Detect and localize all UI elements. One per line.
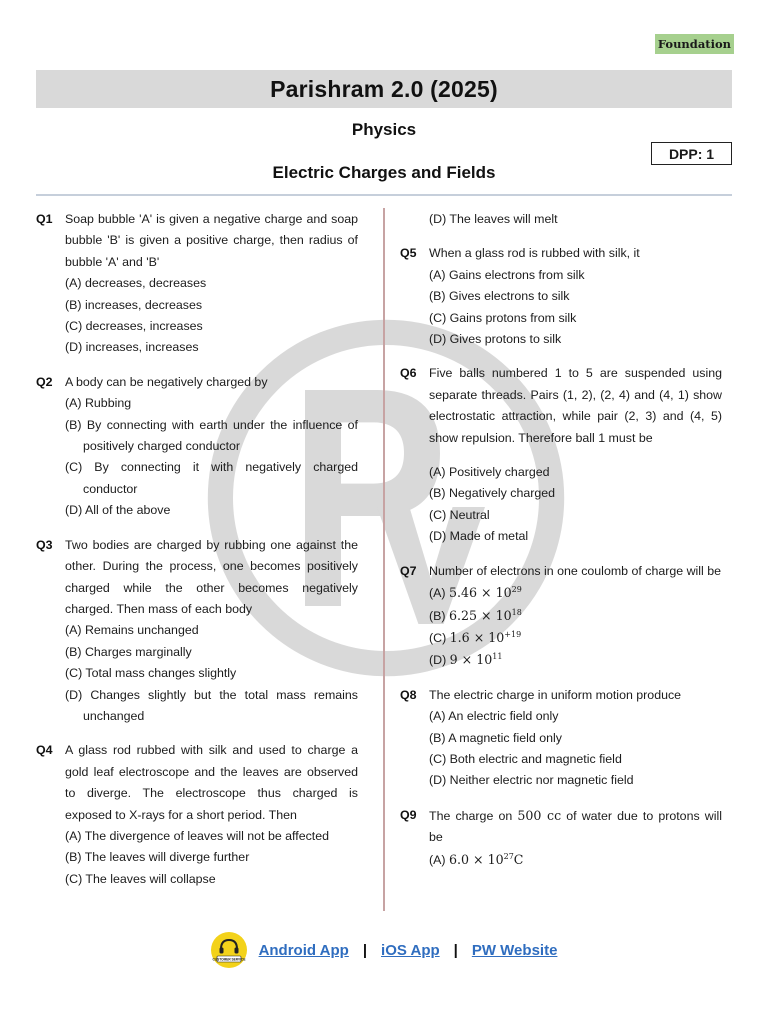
option-d: (D) Made of metal [429, 529, 529, 544]
question-q9 [400, 805, 722, 871]
customer-service-icon[interactable] [211, 932, 247, 968]
option-a: (A) Positively charged [429, 465, 550, 480]
option-c: (C) decreases, increases [65, 319, 203, 334]
footer-separator: | [453, 941, 458, 959]
option-a: (A) Remains unchanged [65, 623, 199, 638]
right-column [400, 209, 722, 871]
chapter-heading: Electric Charges and Fields [272, 163, 496, 182]
question-number: Q1 [36, 212, 53, 226]
question-q5 [400, 243, 722, 350]
option-c: (C) The leaves will collapse [65, 871, 216, 886]
foundation-badge: Foundation [655, 34, 734, 54]
option-a: (A) The divergence of leaves will not be affected [65, 828, 330, 843]
option-a: (A) Gains electrons from silk [429, 267, 585, 282]
option-b: (B) increases, decreases [65, 297, 203, 312]
question-q6 [400, 363, 722, 547]
left-column [36, 209, 358, 890]
question-q8 [400, 685, 722, 792]
question-text: A glass rod rubbed with silk and used to charge a gold leaf electroscope and the leaves are observed to diverge. The electroscope thus charged is exposed to X-rays for a short period. Then [65, 743, 358, 822]
footer-separator: | [362, 941, 368, 959]
question-number: Q8 [400, 687, 417, 702]
android-app-link[interactable]: Android App [258, 941, 349, 959]
option-b: (B) By connecting with earth under the influence of positively charged conductor [65, 417, 358, 454]
option-a: (A) $5.46 \times 10^{29}$ [429, 585, 522, 601]
svg-text:CUSTOMER SERVICE: CUSTOMER SERVICE [212, 957, 246, 962]
question-number: Q3 [36, 537, 53, 552]
question-number: Q2 [36, 374, 53, 389]
option-d: (D) The leaves will melt [429, 212, 558, 226]
question-q4 [36, 740, 358, 890]
option-c: (C) Total mass changes slightly [65, 666, 237, 681]
question-q1 [36, 209, 358, 359]
subject-heading: Physics [351, 120, 417, 139]
option-c: (C) Gains protons from silk [429, 310, 577, 325]
option-d: (D) increases, increases [65, 340, 199, 355]
headset-icon [211, 932, 247, 968]
option-b: (B) The leaves will diverge further [65, 850, 250, 865]
question-number: Q7 [400, 563, 417, 578]
option-b: (B) Gives electrons to silk [429, 289, 570, 304]
footer-links [0, 930, 768, 970]
option-c: (C) By connecting it with negatively charged conductor [65, 460, 358, 496]
question-number: Q4 [36, 743, 53, 758]
question-q3 [36, 535, 358, 728]
option-d: (D) Neither electric nor magnetic field [429, 773, 634, 788]
question-text: The charge on 500 cc of water due to protons will be [429, 807, 722, 845]
option-a: (A) decreases, decreases [65, 276, 207, 291]
question-text: Five balls numbered 1 to 5 are suspended using separate threads. Pairs (1, 2), (2, 4) and (4, 1) show electrostatic attraction, while pair (2, 3) and (4, 5) show repulsion. Therefore ball 1 must be [429, 366, 722, 445]
option-d: (D) Gives protons to silk [429, 332, 562, 347]
dpp-number-box: DPP: 1 [651, 142, 732, 165]
title-bar [36, 70, 732, 108]
question-text: The electric charge in uniform motion produce [429, 687, 682, 702]
option-c: (C) Both electric and magnetic field [429, 751, 622, 766]
header-divider [36, 194, 732, 196]
question-text: Number of electrons in one coulomb of charge will be [429, 563, 722, 578]
option-b: (B) Charges marginally [65, 644, 192, 659]
option-b: (B) $6.25 \times 10^{18}$ [429, 607, 522, 623]
column-divider [383, 208, 385, 911]
question-q2 [36, 372, 358, 522]
option-c: (C) $1.6 \times 10^{+19}$ [429, 629, 522, 645]
pw-website-link[interactable]: PW Website [471, 941, 558, 959]
option-b: (B) A magnetic field only [429, 730, 562, 745]
question-number: Q6 [400, 366, 417, 381]
option-b: (B) Negatively charged [429, 486, 556, 501]
question-q4-continued [400, 209, 722, 230]
question-number: Q5 [400, 246, 417, 261]
option-c: (C) Neutral [429, 507, 490, 522]
ios-app-link[interactable]: iOS App [381, 941, 440, 959]
question-text: Soap bubble 'A' is given a negative charge and soap bubble 'B' is given a positive charge, then radius of bubble 'A' and 'B' [65, 212, 358, 269]
option-a: (A) Rubbing [65, 396, 132, 411]
question-text: When a glass rod is rubbed with silk, it [429, 246, 640, 261]
page-title: Parishram 2.0 (2025) [270, 75, 498, 102]
question-q7 [400, 561, 722, 672]
option-d: (D) All of the above [65, 503, 171, 518]
question-number: Q9 [400, 807, 417, 822]
question-text: Two bodies are charged by rubbing one against the other. During the process, one becomes positively charged while the other becomes negatively charged. Then mass of each body [65, 537, 358, 616]
question-text: A body can be negatively charged by [65, 374, 268, 389]
option-d: (D) Changes slightly but the total mass remains unchanged [65, 687, 358, 723]
option-d: (D) $9 \times 10^{11}$ [429, 652, 503, 668]
option-a: (A) An electric field only [429, 709, 559, 724]
option-a: (A) $6.0 \times 10^{27}C$ [429, 851, 524, 867]
